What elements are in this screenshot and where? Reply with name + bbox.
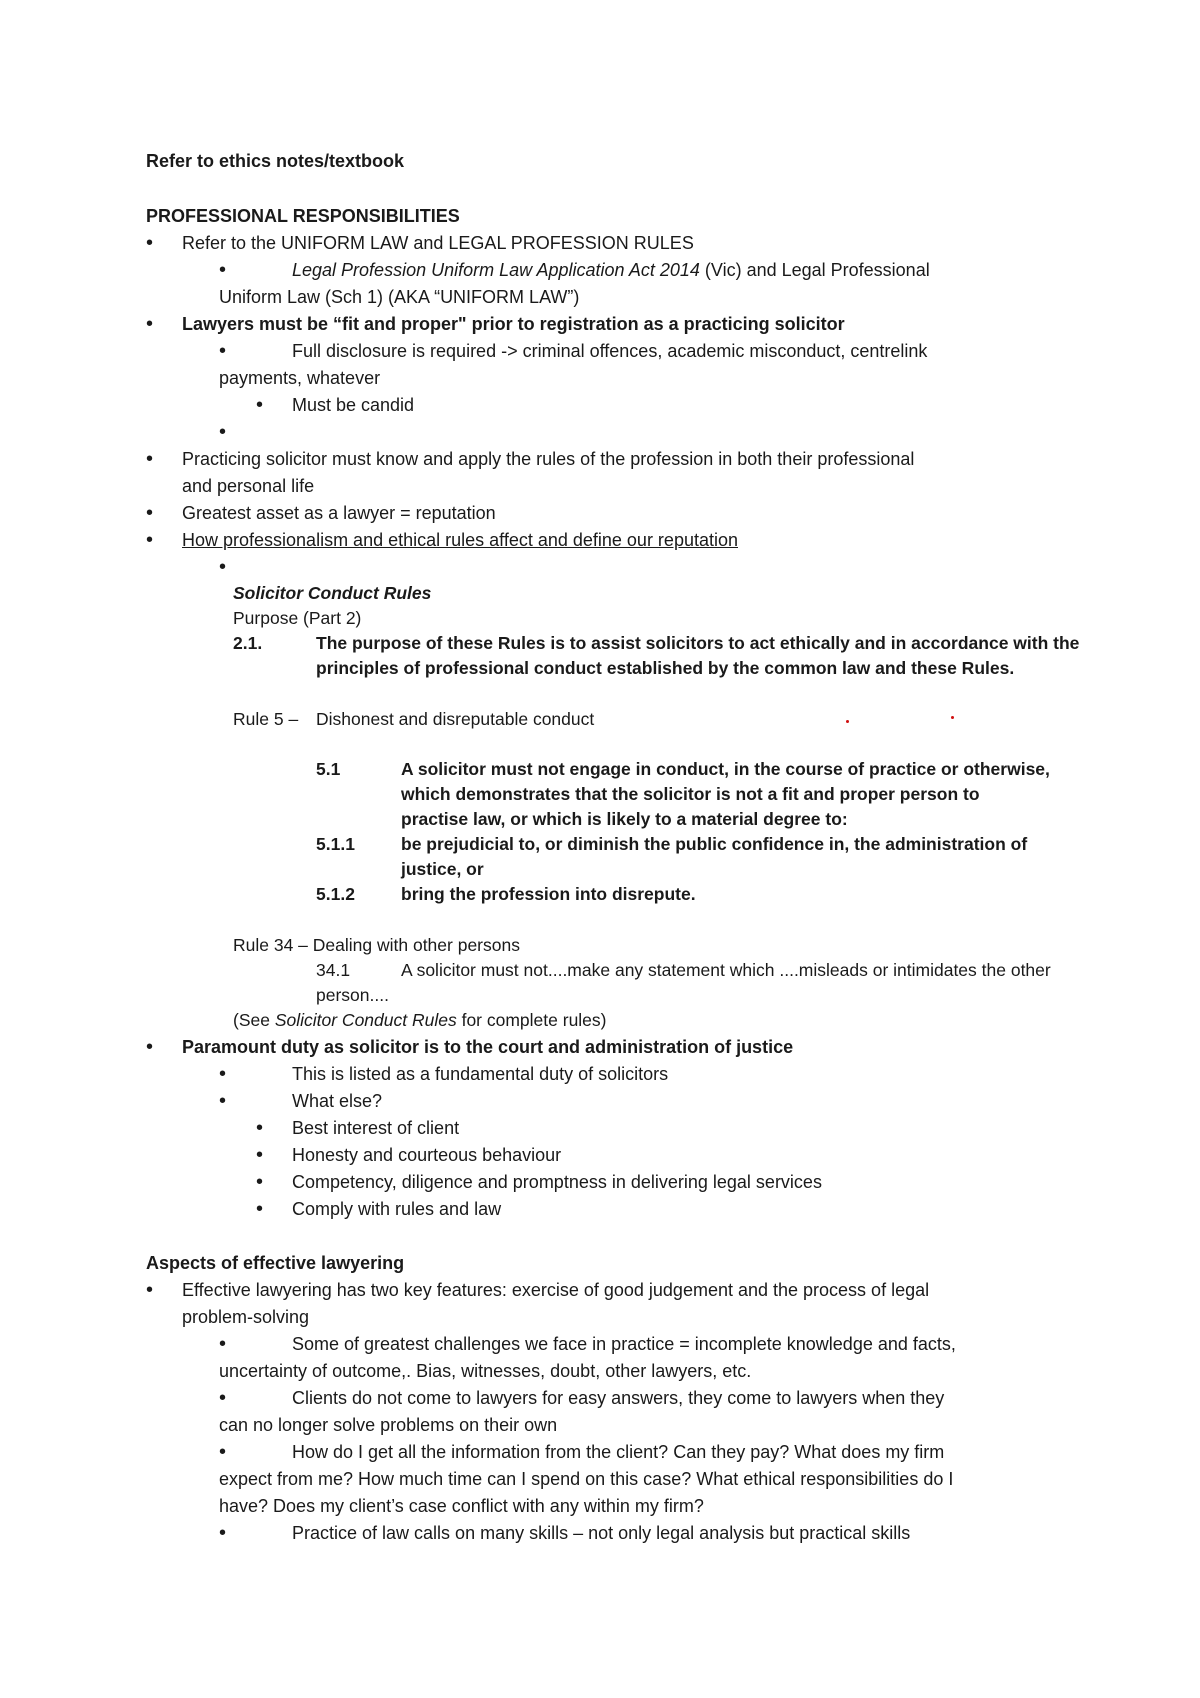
rule-text: A solicitor must not....make any statement which ....misleads or intimidates the other [401,960,1051,980]
excerpt-note: (See Solicitor Conduct Rules for complete rules) [233,1010,607,1030]
list-item: Greatest asset as a lawyer = reputation [182,503,496,523]
list-item-continuation: problem-solving [182,1307,310,1327]
list-item-continuation: have? Does my client’s case conflict with any within my firm? [219,1496,704,1516]
rule-number: 5.1.2 [316,884,355,904]
bullet-glyph: • [219,1090,227,1112]
list-item: Effective lawyering has two key features: exercise of good judgement and the process of legal [182,1280,930,1300]
rule-text: A solicitor must not engage in conduct, in the course of practice or otherwise, [401,759,1050,779]
list-item-continuation: uncertainty of outcome,. Bias, witnesses, doubt, other lawyers, etc. [219,1361,752,1381]
bullet-glyph: • [256,394,264,416]
rule-number: 2.1. [233,633,263,653]
list-item: Clients do not come to lawyers for easy answers, they come to lawyers when they [292,1388,945,1408]
list-item: Practicing solicitor must know and apply the rules of the profession in both their professional [182,449,915,469]
list-item: Comply with rules and law [292,1199,502,1219]
bullet-glyph: • [219,340,227,362]
list-item: How do I get all the information from the client? Can they pay? What does my firm [292,1442,945,1462]
list-item-continuation: and personal life [182,476,315,496]
red-mark [846,720,849,723]
bullet-glyph: • [146,1036,154,1058]
rule-heading: Dishonest and disreputable conduct [316,709,595,729]
list-item: Refer to the UNIFORM LAW and LEGAL PROFESSION RULES [182,233,694,253]
bullet-glyph: • [256,1198,264,1220]
rule-number: 5.1 [316,759,341,779]
rule-number: 34.1 [316,960,351,980]
bullet-glyph: • [219,556,227,578]
bullet-glyph: • [146,313,154,335]
excerpt-title: Solicitor Conduct Rules [233,583,432,603]
rule-heading: Rule 34 – Dealing with other persons [233,935,520,955]
bullet-glyph: • [219,1387,227,1409]
rule-text: principles of professional conduct established by the common law and these Rules. [316,658,1015,678]
bullet-glyph: • [256,1117,264,1139]
list-item: How professionalism and ethical rules affect and define our reputation [182,530,738,550]
red-mark [951,716,954,719]
bullet-glyph: • [256,1144,264,1166]
heading-ref: Refer to ethics notes/textbook [146,151,405,171]
list-item: Some of greatest challenges we face in practice = incomplete knowledge and facts, [292,1334,956,1354]
list-item: Must be candid [292,395,415,415]
bullet-glyph: • [146,529,154,551]
section-title-effective-lawyering: Aspects of effective lawyering [146,1253,405,1273]
rule-text: bring the profession into disrepute. [401,884,696,904]
list-item: Best interest of client [292,1118,460,1138]
list-item: What else? [292,1091,383,1111]
bullet-glyph: • [219,1063,227,1085]
bullet-glyph: • [219,1522,227,1544]
list-item-continuation: can no longer solve problems on their own [219,1415,558,1435]
list-item: Full disclosure is required -> criminal offences, academic misconduct, centrelink [292,341,928,361]
bullet-glyph: • [219,1441,227,1463]
list-item: This is listed as a fundamental duty of solicitors [292,1064,669,1084]
list-item: Legal Profession Uniform Law Application Act 2014 (Vic) and Legal Professional [292,260,930,280]
bullet-glyph: • [219,421,227,443]
rule-number: 5.1.1 [316,834,355,854]
section-title-professional-responsibilities: PROFESSIONAL RESPONSIBILITIES [146,206,460,226]
list-item: Honesty and courteous behaviour [292,1145,562,1165]
list-item: Paramount duty as solicitor is to the court and administration of justice [182,1037,794,1057]
list-item-continuation: expect from me? How much time can I spend on this case? What ethical responsibilities do I [219,1469,954,1489]
list-item-continuation: payments, whatever [219,368,381,388]
rule-text: be prejudicial to, or diminish the public confidence in, the administration of [401,834,1028,854]
list-item: Practice of law calls on many skills – not only legal analysis but practical skills [292,1523,911,1543]
bullet-glyph: • [146,232,154,254]
list-item: Competency, diligence and promptness in delivering legal services [292,1172,822,1192]
rule-text: practise law, or which is likely to a material degree to: [401,809,848,829]
rule-text: justice, or [401,859,484,879]
bullet-glyph: • [219,259,227,281]
list-item-continuation: Uniform Law (Sch 1) (AKA “UNIFORM LAW”) [219,287,580,307]
rule-text: The purpose of these Rules is to assist solicitors to act ethically and in accordance with the [316,633,1080,653]
bullet-glyph: • [146,448,154,470]
rule-text: person.... [316,985,389,1005]
bullet-glyph: • [146,1279,154,1301]
bullet-glyph: • [219,1333,227,1355]
rule-text: which demonstrates that the solicitor is not a fit and proper person to [401,784,980,804]
bullet-glyph: • [146,502,154,524]
rule-label: Rule 5 – [233,709,299,729]
bullet-glyph: • [256,1171,264,1193]
excerpt-purpose: Purpose (Part 2) [233,608,362,628]
list-item: Lawyers must be “fit and proper" prior to registration as a practicing solicitor [182,314,845,334]
